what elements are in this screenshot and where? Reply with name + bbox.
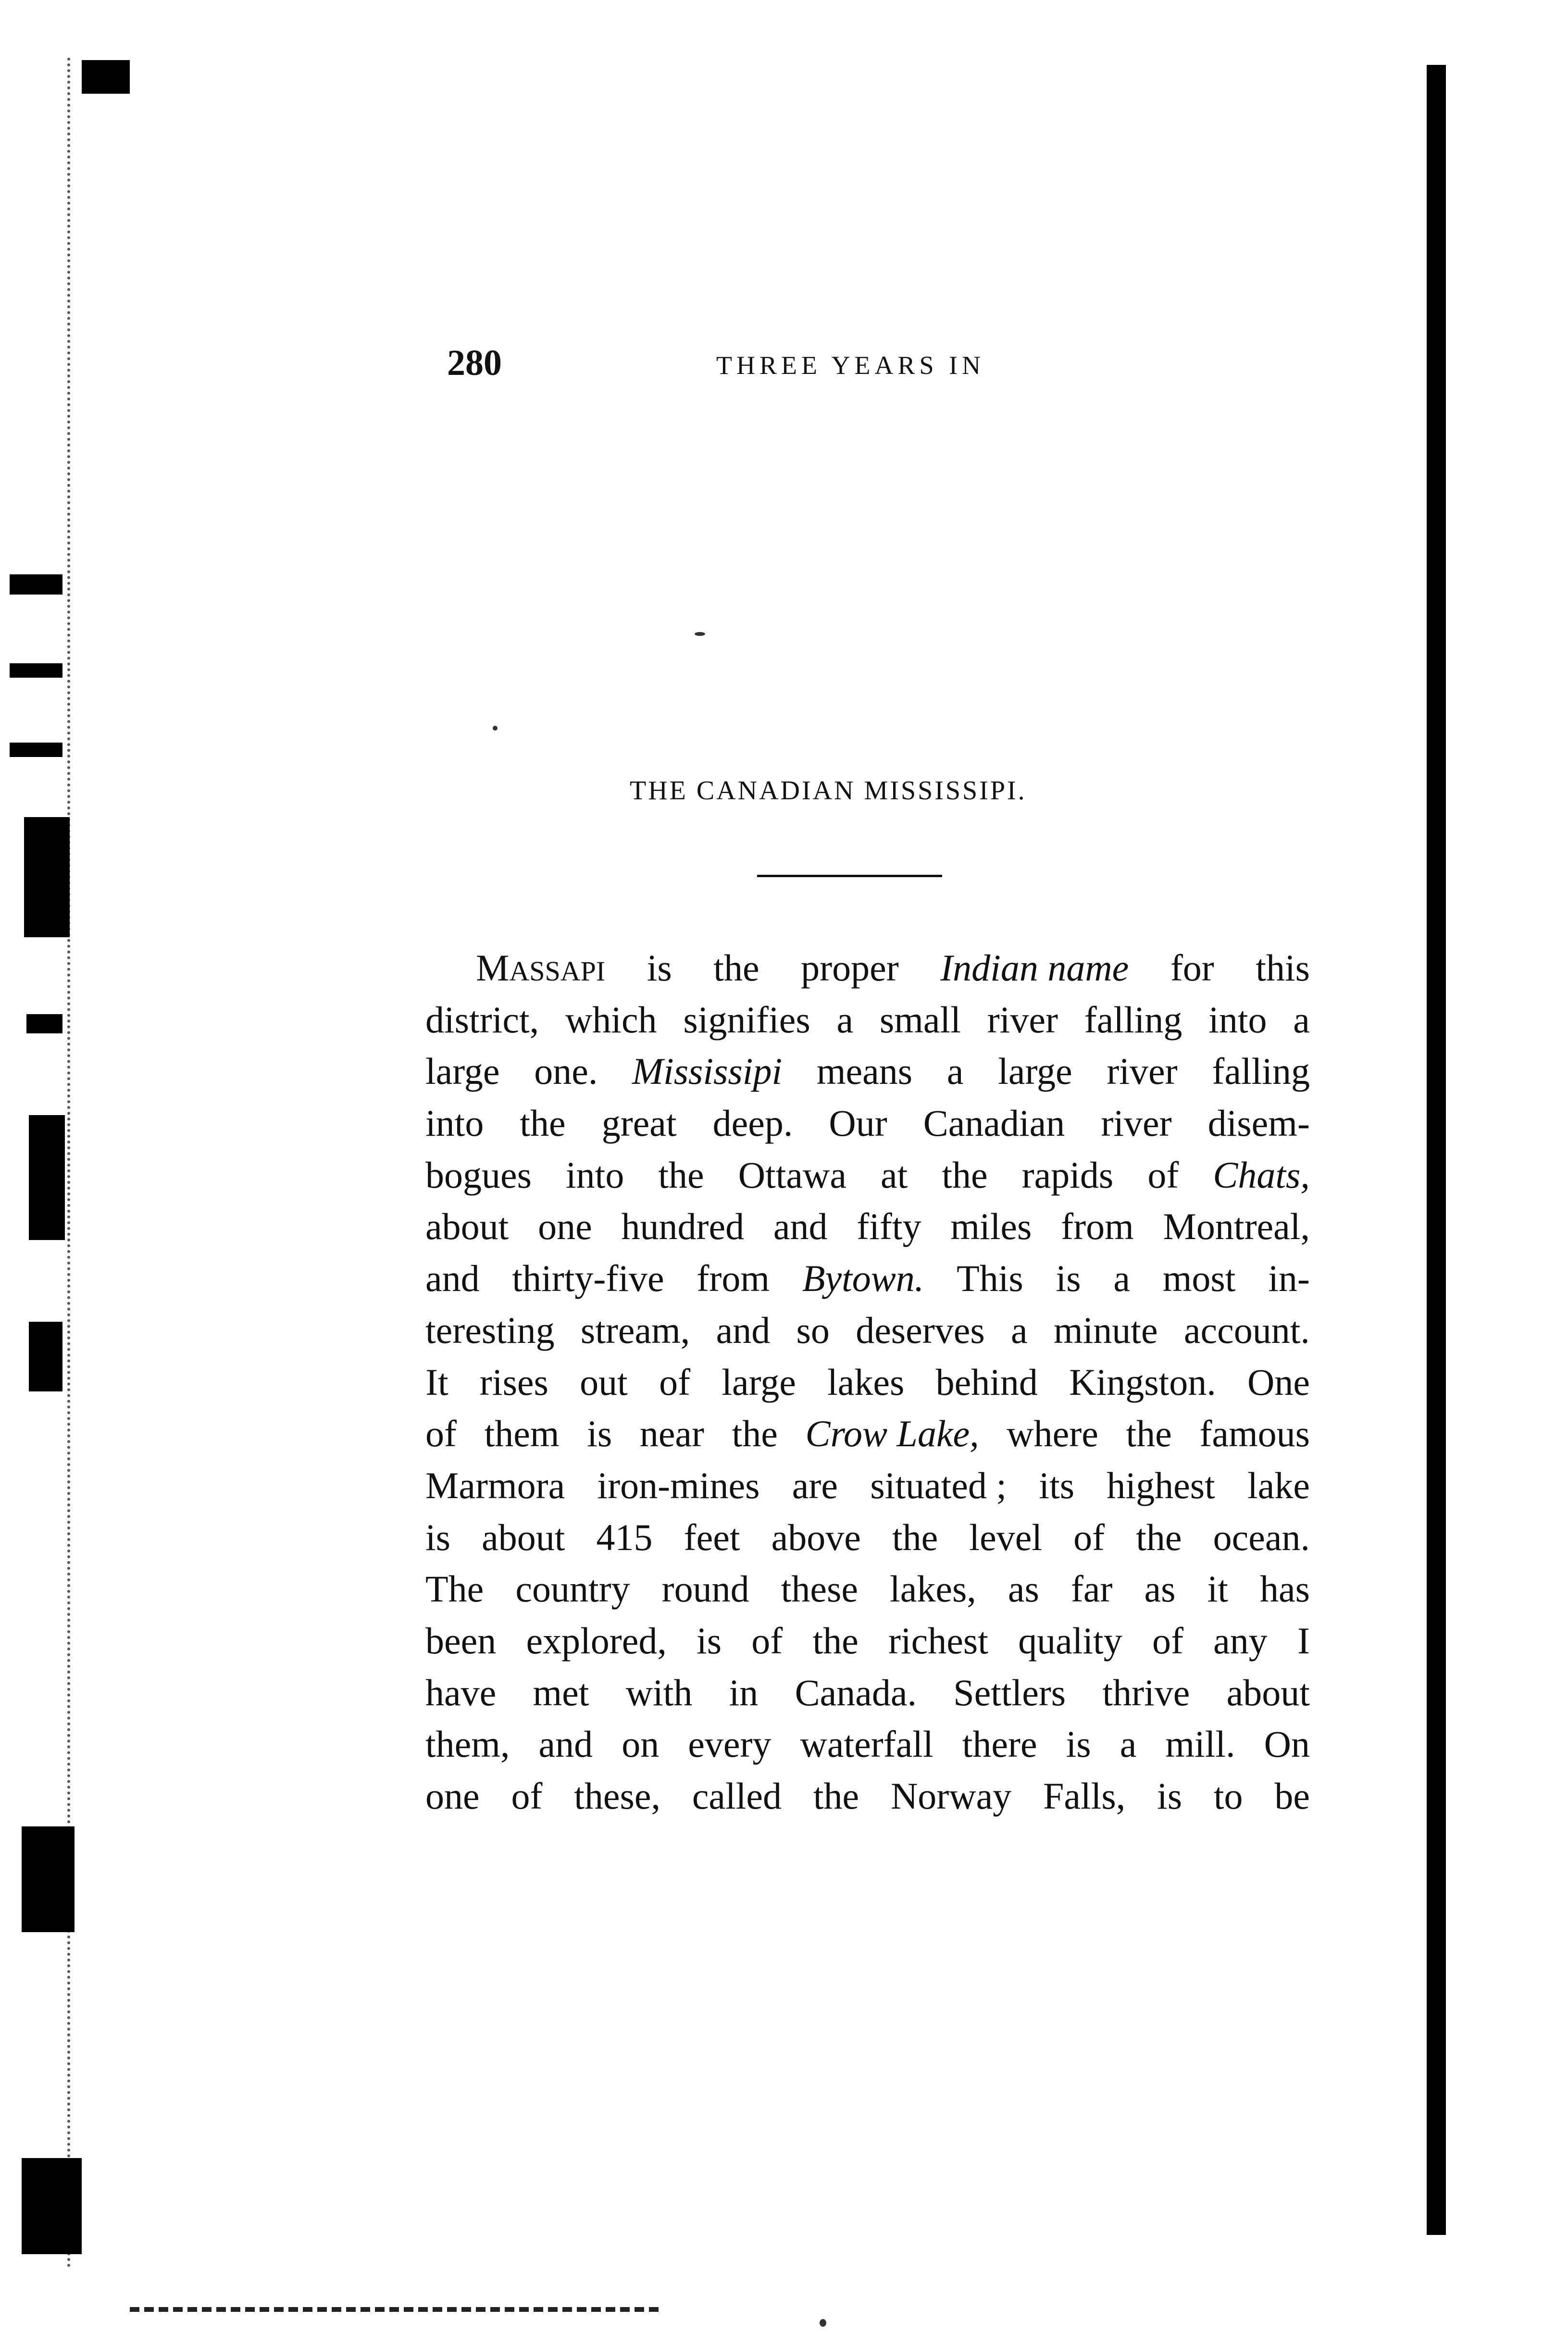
word: signifies [683, 998, 810, 1041]
text-line [425, 1770, 1310, 1822]
word: falling [1212, 1050, 1310, 1092]
word: its [1039, 1464, 1075, 1506]
scan-mark [22, 1826, 75, 1932]
word: and [716, 1309, 771, 1351]
word: explored, [526, 1619, 667, 1662]
word: of [1152, 1619, 1183, 1662]
word: One [1247, 1361, 1310, 1403]
word: of [511, 1775, 543, 1817]
word: Indian name [940, 947, 1129, 989]
word: at [881, 1154, 908, 1196]
word: the [520, 1102, 566, 1144]
text-line [425, 1563, 1310, 1615]
word: the [892, 1516, 938, 1558]
word: round [661, 1568, 749, 1610]
page-number: 280 [447, 343, 502, 383]
word: the [658, 1154, 704, 1196]
scan-edge-bar [1427, 65, 1446, 2235]
word: stream, [580, 1309, 690, 1351]
word: proper [801, 947, 899, 989]
title-rule [757, 875, 942, 877]
word: teresting [425, 1309, 555, 1351]
word: highest [1107, 1464, 1215, 1506]
word: it [1207, 1568, 1228, 1610]
word: met [533, 1671, 589, 1713]
scan-speck [820, 2319, 826, 2327]
word: rapids [1021, 1154, 1114, 1196]
word: ocean. [1213, 1516, 1310, 1558]
word: Norway [890, 1775, 1012, 1817]
word: Montreal, [1163, 1205, 1310, 1248]
word: large [722, 1361, 796, 1403]
word: the [713, 947, 759, 989]
word: is [1056, 1257, 1081, 1300]
word: a [946, 1050, 964, 1092]
word: Mississipi [632, 1050, 783, 1092]
word: fifty [857, 1205, 921, 1248]
word: a [1293, 998, 1310, 1041]
word: as [1144, 1568, 1176, 1610]
word: waterfall [800, 1723, 933, 1765]
word: deep. [712, 1102, 793, 1144]
word: large [425, 1050, 500, 1092]
text-line [425, 1304, 1310, 1356]
word: Canada. [795, 1671, 917, 1713]
scan-left-edge [67, 58, 74, 2269]
word: be [1274, 1775, 1310, 1817]
word: minute [1053, 1309, 1158, 1351]
word: account. [1183, 1309, 1310, 1351]
word: for [1170, 947, 1214, 989]
word: any [1213, 1619, 1268, 1662]
word: of [751, 1619, 783, 1662]
word: thirty-five [512, 1257, 664, 1300]
word: On [1264, 1723, 1310, 1765]
word: Bytown. [802, 1257, 924, 1300]
word: on [622, 1723, 660, 1765]
word: them, [425, 1723, 510, 1765]
word: and [425, 1257, 480, 1300]
word: the [942, 1154, 988, 1196]
word: level [969, 1516, 1043, 1558]
scan-mark [24, 817, 70, 937]
word: the [812, 1619, 859, 1662]
word: about [482, 1516, 565, 1558]
word: this [1256, 947, 1310, 989]
text-line [425, 942, 1310, 994]
word: which [565, 998, 657, 1041]
scan-mark [82, 60, 130, 94]
word: a [1120, 1723, 1137, 1765]
word: the [813, 1775, 859, 1817]
word: famous [1199, 1413, 1310, 1455]
text-line [425, 1201, 1310, 1253]
word: river [1101, 1102, 1172, 1144]
word: a [836, 998, 854, 1041]
word: This [957, 1257, 1023, 1300]
word: is [587, 1413, 612, 1455]
word: Our [829, 1102, 887, 1144]
word: there [962, 1723, 1037, 1765]
text-line [425, 1253, 1310, 1304]
scan-mark [26, 1014, 62, 1033]
text-line [425, 1045, 1310, 1097]
word: one [425, 1775, 480, 1817]
word: into [566, 1154, 624, 1196]
body-paragraph [425, 942, 1310, 1822]
scan-mark [29, 1322, 62, 1391]
word: disem- [1207, 1102, 1310, 1144]
word: and [538, 1723, 593, 1765]
word: lakes, [890, 1568, 976, 1610]
word: lakes [827, 1361, 905, 1403]
word: is [425, 1516, 451, 1558]
word: so [796, 1309, 830, 1351]
scan-mark [29, 1115, 65, 1240]
word: in- [1268, 1257, 1310, 1300]
text-line [425, 1512, 1310, 1564]
word: is [1066, 1723, 1091, 1765]
word: It [425, 1361, 448, 1403]
word: a [1011, 1309, 1028, 1351]
word: is [1157, 1775, 1182, 1817]
scan-speck [695, 632, 705, 636]
word: MASSAPI [476, 947, 606, 989]
word: where [1007, 1413, 1098, 1455]
word: Ottawa [738, 1154, 846, 1196]
text-line [425, 1667, 1310, 1719]
word: of [1073, 1516, 1105, 1558]
word: is [697, 1619, 722, 1662]
word: river [1107, 1050, 1178, 1092]
word: to [1213, 1775, 1243, 1817]
word: with [625, 1671, 693, 1713]
text-line [425, 1356, 1310, 1408]
text-line [425, 1149, 1310, 1201]
word: Marmora [425, 1464, 565, 1506]
word: of [425, 1413, 457, 1455]
word: falling [1084, 998, 1182, 1041]
word: bogues [425, 1154, 532, 1196]
word: richest [888, 1619, 988, 1662]
word: most [1162, 1257, 1236, 1300]
word: called [692, 1775, 782, 1817]
word: The [425, 1568, 484, 1610]
word: has [1260, 1568, 1310, 1610]
word: means [816, 1050, 913, 1092]
word: the [1136, 1516, 1182, 1558]
word: district, [425, 998, 539, 1041]
word: of [659, 1361, 691, 1403]
word: thrive [1102, 1671, 1190, 1713]
word: the [732, 1413, 778, 1455]
word: Kingston. [1069, 1361, 1216, 1403]
word: large [998, 1050, 1072, 1092]
word: small [879, 998, 961, 1041]
word: hundred [621, 1205, 745, 1248]
word: into [1208, 998, 1267, 1041]
word: have [425, 1671, 497, 1713]
word: been [425, 1619, 497, 1662]
word: from [697, 1257, 770, 1300]
word: these [781, 1568, 858, 1610]
word: these, [574, 1775, 660, 1817]
word: every [688, 1723, 772, 1765]
word: out [580, 1361, 628, 1403]
word: about [425, 1205, 509, 1248]
word: I [1297, 1619, 1310, 1662]
word: Falls, [1043, 1775, 1126, 1817]
scan-speck [493, 726, 498, 731]
word: is [647, 947, 672, 989]
word: one. [534, 1050, 598, 1092]
word: them [484, 1413, 560, 1455]
word: 415 [596, 1516, 653, 1558]
word: in [729, 1671, 759, 1713]
scan-bottom-rule [130, 2307, 659, 2316]
word: situated ; [870, 1464, 1007, 1506]
scan-mark [10, 574, 62, 595]
word: Settlers [953, 1671, 1066, 1713]
word: Crow Lake, [805, 1413, 979, 1455]
text-line [425, 1615, 1310, 1667]
word: quality [1018, 1619, 1122, 1662]
word: great [601, 1102, 677, 1144]
running-head [447, 336, 1120, 389]
word: above [771, 1516, 861, 1558]
word: behind [935, 1361, 1038, 1403]
word: Canadian [923, 1102, 1065, 1144]
word: country [515, 1568, 630, 1610]
word: mill. [1165, 1723, 1235, 1765]
scan-mark [10, 663, 62, 678]
text-line [425, 1718, 1310, 1770]
word: and [773, 1205, 828, 1248]
word: of [1147, 1154, 1179, 1196]
word: about [1226, 1671, 1310, 1713]
word: near [639, 1413, 705, 1455]
word: as [1008, 1568, 1039, 1610]
word: the [1126, 1413, 1172, 1455]
running-head-title: THREE YEARS IN [716, 351, 985, 380]
word: iron-mines [597, 1464, 760, 1506]
text-line [425, 1097, 1310, 1149]
word: rises [479, 1361, 548, 1403]
word: far [1070, 1568, 1113, 1610]
text-line [425, 1460, 1310, 1512]
word: into [425, 1102, 484, 1144]
text-line [425, 994, 1310, 1046]
word: Chats, [1213, 1154, 1310, 1196]
word: a [1113, 1257, 1130, 1300]
word: from [1061, 1205, 1134, 1248]
word: deserves [856, 1309, 985, 1351]
word: one [538, 1205, 592, 1248]
word: miles [950, 1205, 1032, 1248]
section-title: THE CANADIAN MISSISSIPI. [630, 776, 1027, 806]
word: are [792, 1464, 838, 1506]
word: lake [1247, 1464, 1310, 1506]
scan-mark [22, 2158, 82, 2254]
word: feet [684, 1516, 740, 1558]
word: river [987, 998, 1058, 1041]
text-line [425, 1408, 1310, 1460]
scan-mark [10, 743, 62, 757]
